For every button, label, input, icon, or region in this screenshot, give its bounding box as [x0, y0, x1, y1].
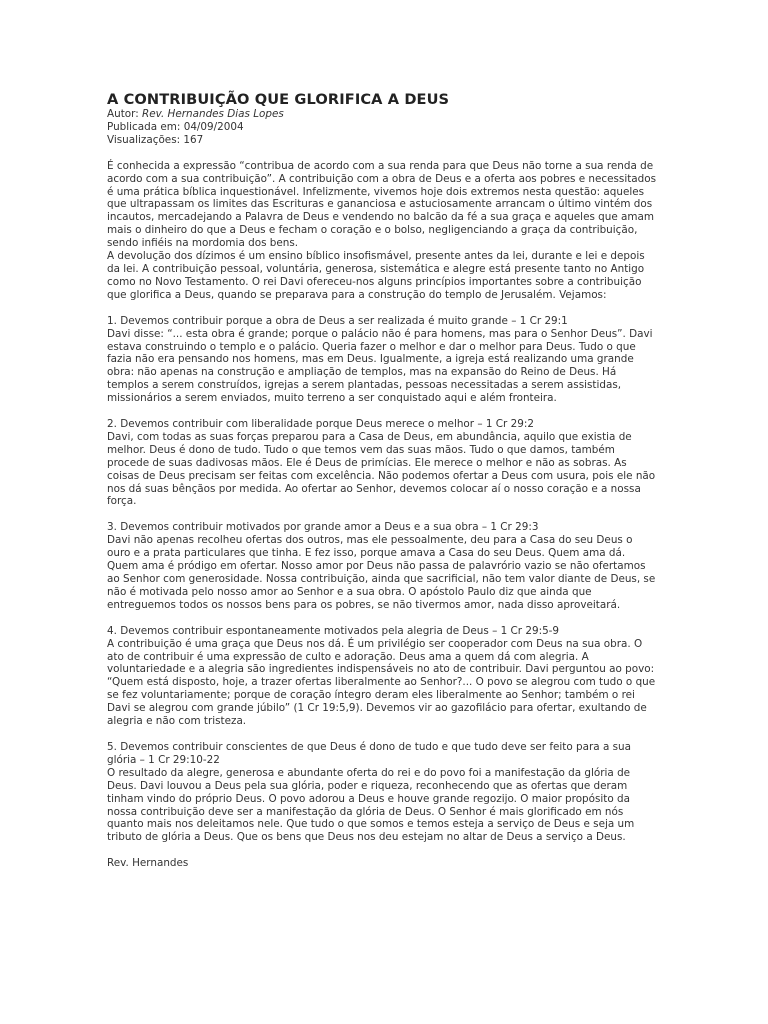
author-line	[107, 108, 659, 121]
intro-paragraph: A devolução dos dízimos é um ensino bíblico insofismável, presente antes da lei, durante e lei e depois da lei. A contribuição pessoal, voluntária, generosa, sistemática e alegre está presente tanto no Antigo como no Novo Testamento. O rei Davi ofereceu-nos alguns princípios importantes sobre a contribuição que glorifica a Deus, quando se preparava para a construção do templo de Jerusalém. Vejamos:	[107, 250, 645, 301]
section-1	[107, 315, 659, 405]
section-body: Davi, com todas as suas forças preparou para a Casa de Deus, em abundância, aquilo que existia de melhor. Deus é dono de tudo. Tudo o que temos vem das suas mãos. Tudo o que damos, também procede de suas dadivosas mãos. Ele é Deus de primícias. Ele merece o melhor e não as sobras. As coisas de Deus precisam ser feitas com excelência. Não podemos ofertar a Deus com usura, pois ele não nos dá suas bênçãos por medida. Ao ofertar ao Senhor, devemos colocar aí o nosso coração e a nossa força.	[107, 430, 656, 508]
section-3	[107, 521, 659, 611]
section-body: O resultado da alegre, generosa e abundante oferta do rei e do povo foi a manifestação da glória de Deus. Davi louvou a Deus pela sua glória, poder e riqueza, reconhecendo que as ofertas que deram tinham vindo do próprio Deus. O povo adorou a Deus e houve grande regozijo. O maior propósito da nossa contribuição deve ser a manifestação da glória de Deus. O Senhor é mais glorificado em nós quanto mais nos deleitamos nele. Que tudo o que somos e temos esteja a serviço de Deus e seja um tributo de glória a Deus. Que os bens que Deus nos deu estejam no altar de Deus a serviço a Deus.	[107, 766, 635, 844]
section-body: Davi não apenas recolheu ofertas dos outros, mas ele pessoalmente, deu para a Casa do seu Deus o ouro e a prata particulares que tinha. E fez isso, porque amava a Casa do seu Deus. Quem ama dá. Quem ama é pródigo em ofertar. Nosso amor por Deus não passa de palavrório vazio se não ofertamos ao Senhor com generosidade. Nossa contribuição, ainda que sacrificial, não tem valor diante de Deus, se não é motivada pelo nosso amor ao Senhor e a sua obra. O apóstolo Paulo diz que ainda que entreguemos todos os nossos bens para os pobres, se não tivermos amor, nada disso aproveitará.	[107, 534, 656, 611]
section-body: A contribuição é uma graça que Deus nos dá. É um privilégio ser cooperador com Deus na sua obra. O ato de contribuir é uma expressão de culto e adoração. Deus ama a quem dá com alegria. A voluntariedade e a alegria são ingredientes indispensáveis no ato de contribuir. Davi perguntou ao povo: “Quem está disposto, hoje, a trazer ofertas liberalmente ao Senhor?... O povo se alegrou com tudo o que se fez voluntariamente; porque de coração íntegro deram eles liberalmente ao Senhor; também o rei Davi se alegrou com grande júbilo” (1 Cr 19:5,9). Devemos vir ao gazofilácio para ofertar, exultando de alegria e não com tristeza.	[107, 637, 656, 728]
article-title: A CONTRIBUIÇÃO QUE GLORIFICA A DEUS	[107, 91, 450, 108]
author-label: Autor:	[107, 108, 143, 120]
section-2	[107, 418, 659, 508]
spacer	[107, 147, 659, 160]
article	[107, 91, 659, 870]
section-heading: 4. Devemos contribuir espontaneamente motivados pela alegria de Deus – 1 Cr 29:5-9	[107, 624, 560, 637]
intro	[107, 160, 659, 302]
section-body: Davi disse: “... esta obra é grande; porque o palácio não é para homens, mas para o Senhor Deus”. Davi estava construindo o templo e o palácio. Queria fazer o melhor e dar o melhor para Deus. Tudo o que fazia não era pensando nos homens, mas em Deus. Igualmente, a igreja está realizando uma grande obra: não apenas na construção e ampliação de templos, mas na expansão do Reino de Deus. Há templos a serem construídos, igrejas a serem plantadas, pessoas necessitadas a serem assistidas, missionários a serem enviados, muito terreno a ser conquistado aqui e além fronteira.	[107, 327, 653, 405]
section-heading: 5. Devemos contribuir conscientes de que Deus é dono de tudo e que tudo deve ser feito para a sua glória – 1 Cr 29:10-22	[107, 740, 631, 766]
signature: Rev. Hernandes	[107, 857, 189, 870]
section-4	[107, 625, 659, 728]
section-5	[107, 741, 659, 844]
author-name: Rev. Hernandes Dias Lopes	[142, 108, 284, 120]
section-heading: 1. Devemos contribuir porque a obra de Deus a ser realizada é muito grande – 1 Cr 29:1	[107, 314, 568, 327]
view-count: Visualizações: 167	[107, 133, 204, 146]
intro-paragraph: É conhecida a expressão “contribua de acordo com a sua renda para que Deus não torne a sua renda de acordo com a sua contribuição”. A contribuição com a obra de Deus e a oferta aos pobres e necessitados é uma prática bíblica inquestionável. Infelizmente, vivemos hoje dois extremos nesta questão: aqueles que ultrapassam os limites das Escrituras e gananciosa e astuciosamente arrancam o último vintém dos incautos, mercadejando a Palavra de Deus e vendendo no balcão da fé a sua graça e aqueles que amam mais o dinheiro do que a Deus e fecham o coração e o bolso, negligenciando a graça da contribuição, sendo infiéis na mordomia dos bens.	[107, 159, 657, 250]
section-heading: 3. Devemos contribuir motivados por grande amor a Deus e a sua obra – 1 Cr 29:3	[107, 521, 539, 534]
published-date: Publicada em: 04/09/2004	[107, 120, 244, 133]
section-heading: 2. Devemos contribuir com liberalidade porque Deus merece o melhor – 1 Cr 29:2	[107, 418, 534, 431]
